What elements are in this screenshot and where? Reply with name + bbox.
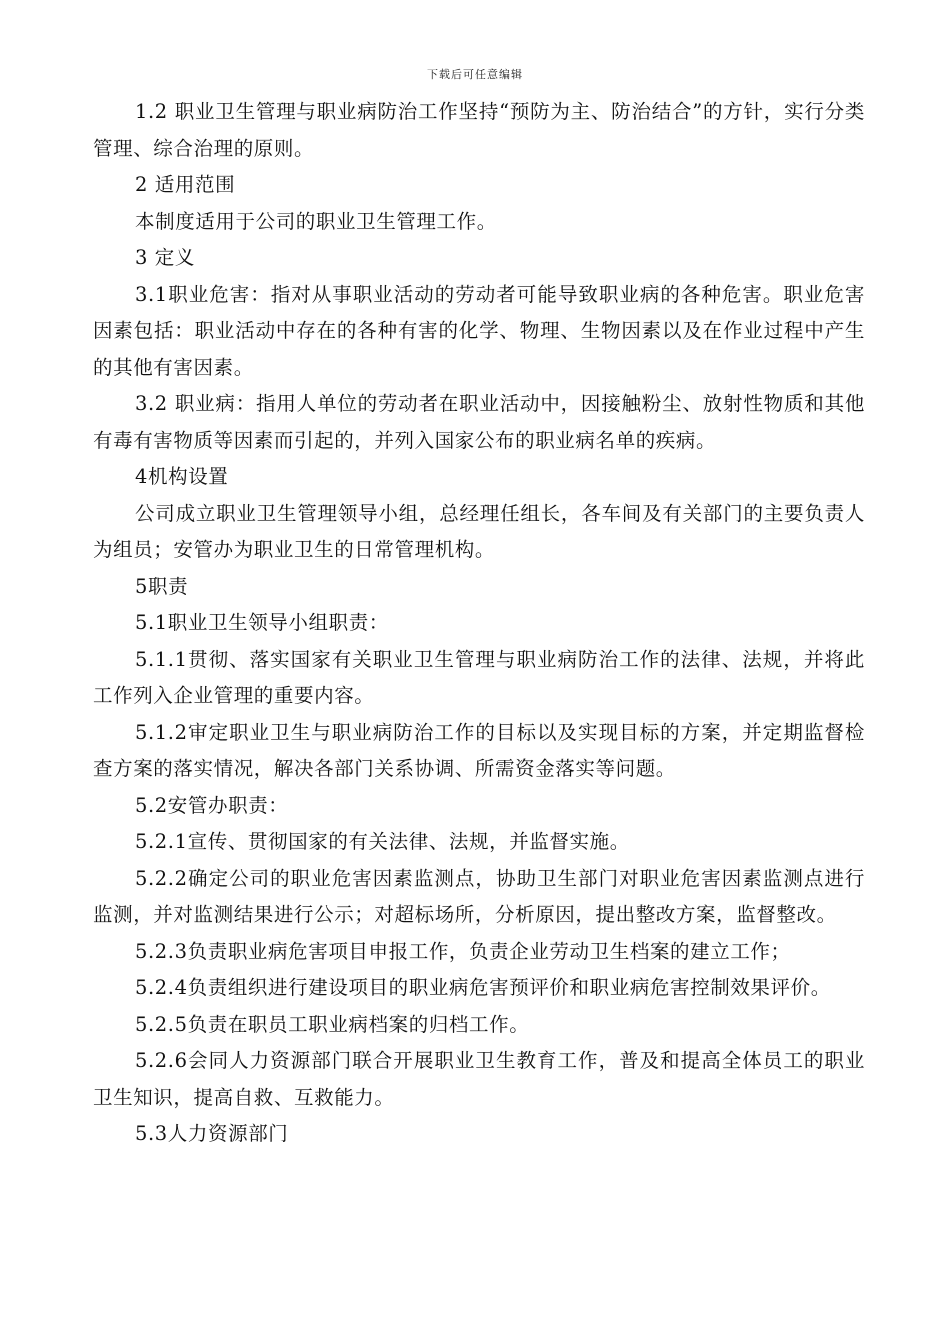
document-body xyxy=(93,94,865,1153)
paragraph-5-2-5: 5.2.5负责在职员工职业病档案的归档工作。 xyxy=(135,1012,530,1036)
paragraph-5-2-1: 5.2.1宣传、贯彻国家的有关法律、法规，并监督实施。 xyxy=(135,830,630,853)
paragraph-5-2-2: 5.2.2确定公司的职业危害因素监测点，协助卫生部门对职业危害因素监测点进行监测，并对监测结果进行公示；对超标场所，分析原因，提出整改方案，监督整改。 xyxy=(93,866,865,926)
paragraph-5-2-3: 5.2.3负责职业病危害项目申报工作，负责企业劳动卫生档案的建立工作； xyxy=(135,939,791,963)
paragraph-5-1-1: 5.1.1贯彻、落实国家有关职业卫生管理与职业病防治工作的法律、法规，并将此工作列入企业管理的重要内容。 xyxy=(93,647,865,707)
heading-organization: 4机构设置 xyxy=(135,465,229,488)
paragraph-organization: 公司成立职业卫生管理领导小组，总经理任组长，各车间及有关部门的主要负责人为组员；安管办为职业卫生的日常管理机构。 xyxy=(93,501,865,561)
paragraph-1-2: 1.2 职业卫生管理与职业病防治工作坚持“预防为主、防治结合”的方针，实行分类管理、综合治理的原则。 xyxy=(93,100,865,160)
heading-5-1: 5.1职业卫生领导小组职责： xyxy=(135,611,389,634)
heading-responsibilities: 5职责 xyxy=(135,574,189,598)
paragraph-3-1: 3.1职业危害：指对从事职业活动的劳动者可能导致职业病的各种危害。职业危害因素包括：职业活动中存在的各种有害的化学、物理、生物因素以及在作业过程中产生的其他有害因素。 xyxy=(93,282,865,379)
paragraph-scope: 本制度适用于公司的职业卫生管理工作。 xyxy=(135,209,497,233)
header-note: 下载后可任意编辑 xyxy=(427,68,523,81)
paragraph-3-2: 3.2 职业病：指用人单位的劳动者在职业活动中，因接触粉尘、放射性物质和其他有毒有害物质等因素而引起的，并列入国家公布的职业病名单的疾病。 xyxy=(93,392,865,452)
heading-definitions: 3 定义 xyxy=(135,246,196,269)
heading-scope: 2 适用范围 xyxy=(135,173,236,196)
heading-5-2: 5.2安管办职责： xyxy=(135,793,289,817)
heading-5-3: 5.3人力资源部门 xyxy=(135,1122,289,1145)
paragraph-5-1-2: 5.1.2审定职业卫生与职业病防治工作的目标以及实现目标的方案，并定期监督检查方案的落实情况，解决各部门关系协调、所需资金落实等问题。 xyxy=(93,720,865,780)
paragraph-5-2-4: 5.2.4负责组织进行建设项目的职业病危害预评价和职业病危害控制效果评价。 xyxy=(135,976,831,999)
paragraph-5-2-6: 5.2.6会同人力资源部门联合开展职业卫生教育工作，普及和提高全体员工的职业卫生知识，提高自救、互救能力。 xyxy=(93,1049,865,1109)
